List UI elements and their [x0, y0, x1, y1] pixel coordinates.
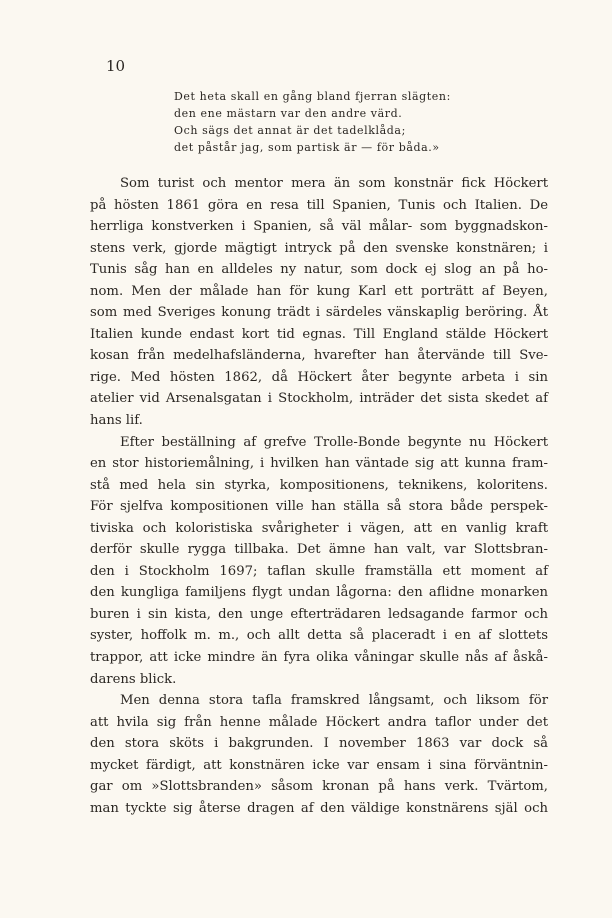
text-line: Men denna stora tafla framskred långsamt, och liksom för [120, 693, 548, 709]
text-line: en stor historiemålning, i hvilken han väntade sig att kunna fram- [90, 456, 548, 472]
text-line: på hösten 1861 göra en resa till Spanien, Tunis och Italien. De [90, 197, 548, 213]
text-line: stens verk, gjorde mägtigt intryck på den svenske konstnären; i [90, 240, 548, 256]
body-text [90, 173, 548, 819]
text-line: stå med hela sin styrka, kompositionens, teknikens, koloritens. [90, 477, 548, 493]
text-line: den stora sköts i bakgrunden. I november 1863 var dock så [90, 736, 548, 752]
text-line: den kungliga familjens flygt undan lågorna: den aflidne monarken [90, 585, 548, 601]
text-line: nom. Men der målade han för kung Karl ett porträtt af Beyen, [90, 283, 548, 299]
page-number: 10 [106, 57, 126, 75]
text-line: För sjelfva kompositionen ville han ställa så stora både perspek- [90, 499, 548, 515]
text-line: Italien kunde endast kort tid egnas. Till England stälde Höckert [90, 326, 548, 342]
text-line: gar om »Slottsbranden» såsom kronan på hans verk. Tvärtom, [90, 779, 548, 795]
text-line: tiviska och koloristiska svårigheter i vägen, att en vanlig kraft [90, 520, 548, 536]
text-line: atelier vid Arsenalsgatan i Stockholm, inträder det sista skedet af [90, 391, 548, 407]
verse-line: den ene mästarn var den andre värd. [174, 107, 403, 120]
verse-line: det påstår jag, som partisk är — för båda.» [174, 141, 440, 154]
text-line: herrliga konstverken i Spanien, så väl målar- som byggnadskon- [90, 219, 548, 235]
text-line: Tunis såg han en alldeles ny natur, som dock ej slog an på ho- [90, 262, 548, 278]
verse-quote [174, 88, 464, 156]
text-line: Som turist och mentor mera än som konstnär fick Höckert [120, 176, 548, 191]
text-line: som med Sveriges konung trädt i särdeles vänskaplig beröring. Åt [90, 305, 548, 321]
text-line: att hvila sig från henne målade Höckert andra taflor under det [90, 714, 548, 730]
text-line: syster, hoffolk m. m., och allt detta så placeradt i en af slottets [90, 628, 548, 644]
verse-line: Det heta skall en gång bland fjerran slägten: [174, 90, 451, 103]
text-line: Efter beställning af grefve Trolle-Bonde begynte nu Höckert [120, 434, 548, 450]
text-line: kosan från medelhafsländerna, hvarefter han återvände till Sve- [90, 348, 548, 364]
text-line: rige. Med hösten 1862, då Höckert åter begynte arbeta i sin [90, 369, 548, 385]
text-line: den i Stockholm 1697; taflan skulle framställa ett moment af [90, 563, 548, 579]
text-line: trappor, att icke mindre än fyra olika våningar skulle nås af åskå- [90, 650, 548, 666]
verse-line: Och sägs det annat är det tadelklåda; [174, 124, 406, 137]
text-line: darens blick. [90, 671, 177, 687]
text-line: buren i sin kista, den unge efterträdaren ledsagande farmor och [90, 606, 548, 622]
text-line: mycket färdigt, att konstnären icke var ensam i sina förväntnin- [90, 757, 548, 773]
text-line: derför skulle rygga tillbaka. Det ämne han valt, var Slottsbran- [90, 542, 548, 558]
text-line: man tyckte sig återse dragen af den väldige konstnärens själ och [90, 800, 548, 816]
text-line: hans lif. [90, 413, 143, 429]
